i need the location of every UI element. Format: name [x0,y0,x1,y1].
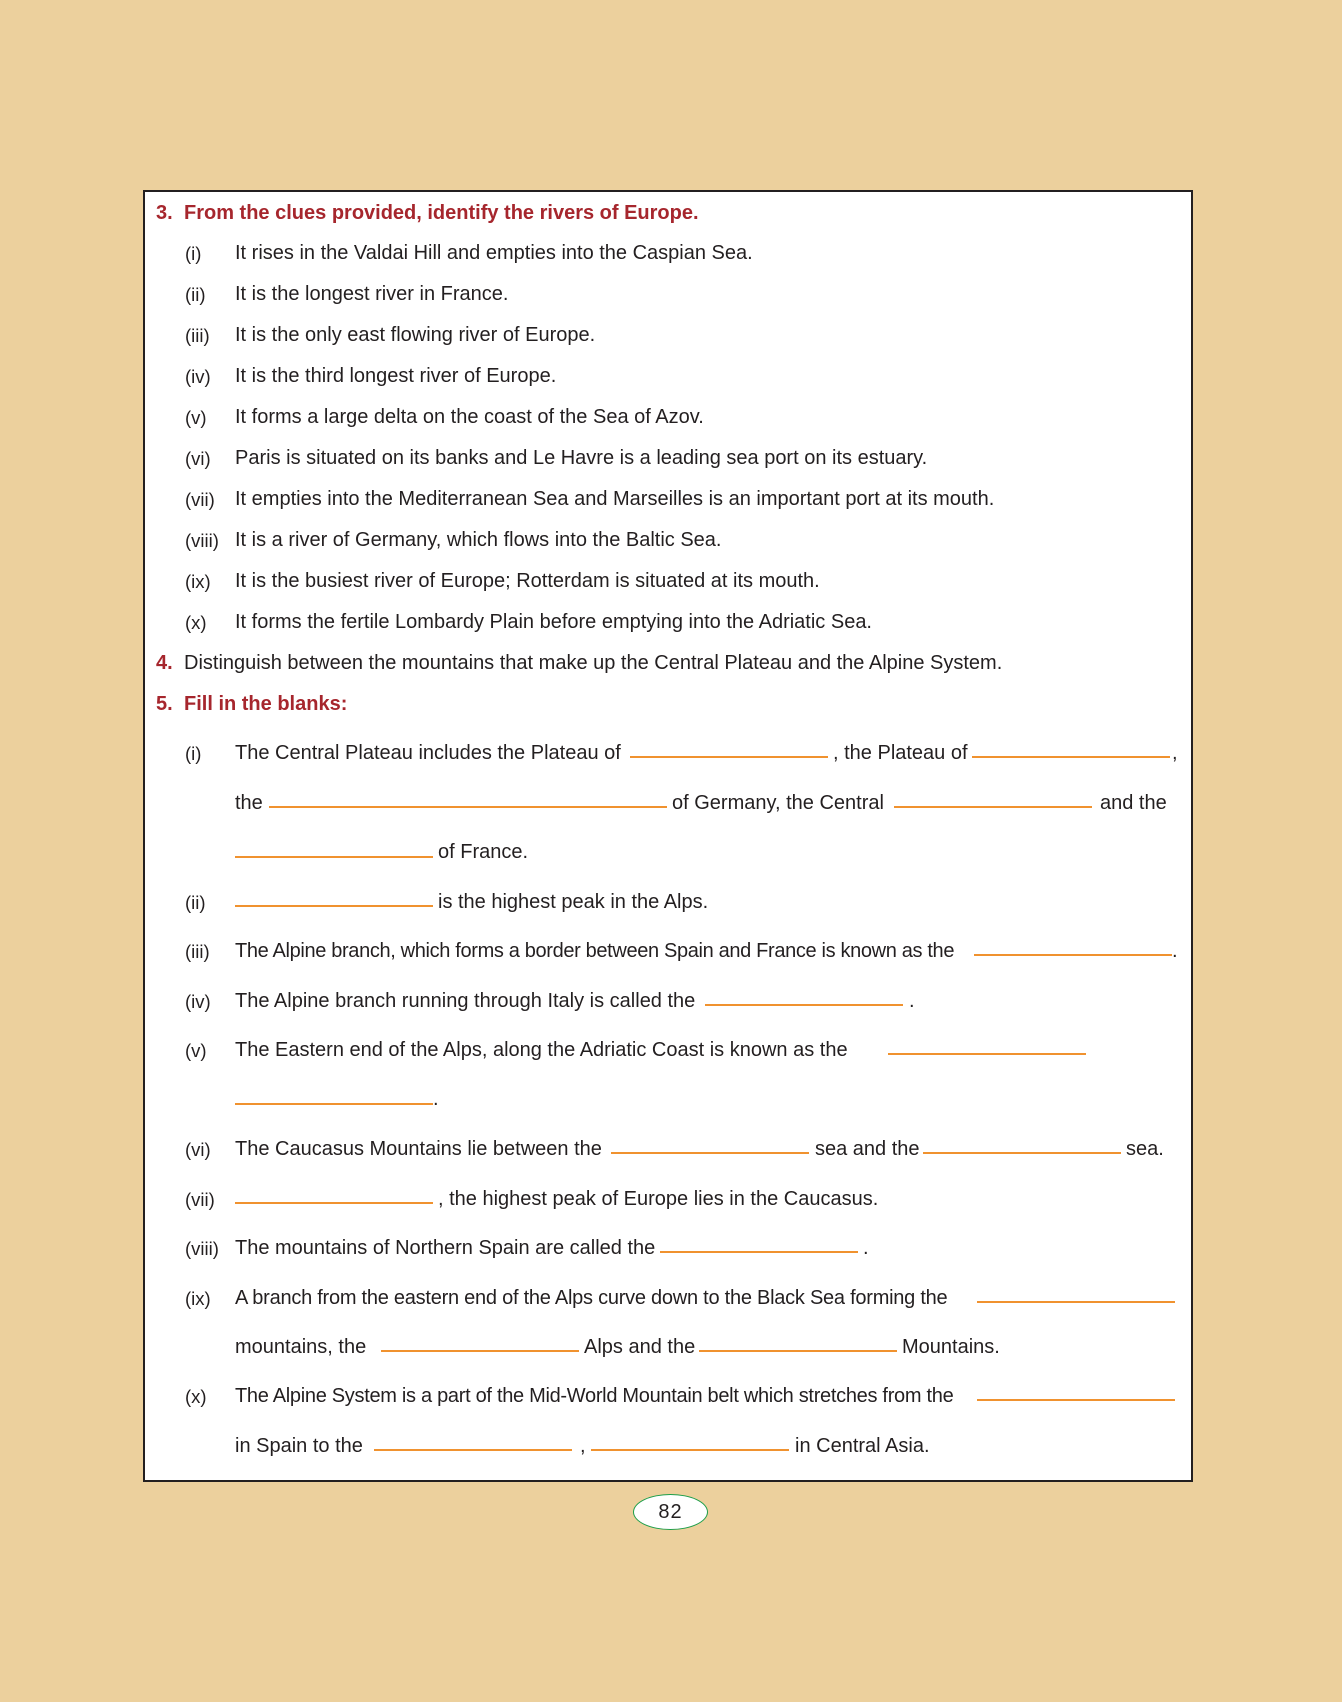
q5-number: 5. [156,693,173,715]
q3-item-text: It is the third longest river of Europe. [235,365,557,387]
fill-blank[interactable] [235,1202,433,1204]
fill-blank[interactable] [611,1152,809,1154]
q5-i-text-f: and the [1100,792,1167,814]
q5-vi-text-b: sea and the [815,1138,920,1160]
q3-item-text: It forms the fertile Lombardy Plain before emptying into the Adriatic Sea. [235,611,872,633]
q5-i-text-b: , the Plateau of [833,742,968,764]
q5-item-num: (ii) [185,892,206,913]
q5-ix-text-d: Mountains. [902,1336,1000,1358]
q3-heading: From the clues provided, identify the rivers of Europe. [184,202,699,224]
q3-number: 3. [156,202,173,224]
q5-item-num: (vii) [185,1189,215,1210]
q5-iv-text-a: The Alpine branch running through Italy is called the [235,990,696,1012]
fill-blank[interactable] [660,1251,858,1253]
q3-item-num: (vi) [185,448,211,469]
q3-item-num: (iv) [185,366,211,387]
q5-ix-text-a: A branch from the eastern end of the Alps curve down to the Black Sea forming the [235,1287,948,1309]
q5-ii-text-a: is the highest peak in the Alps. [438,891,709,913]
fill-blank[interactable] [974,954,1172,956]
q3-item-num: (ix) [185,571,211,592]
fill-blank[interactable] [235,1103,433,1105]
fill-blank[interactable] [894,806,1092,808]
fill-blank[interactable] [235,905,433,907]
q5-item-num: (vi) [185,1139,211,1160]
fill-blank[interactable] [381,1350,579,1352]
q5-iii-text-b: . [1172,940,1178,962]
q5-x-text-d: in Central Asia. [795,1435,930,1457]
q5-iv-text-b: . [909,990,915,1012]
q5-item-num: (iii) [185,941,210,962]
q5-v-text-a: The Eastern end of the Alps, along the Adriatic Coast is known as the [235,1039,848,1061]
q5-i-text-e: of Germany, the Central [672,792,884,814]
q4-text: Distinguish between the mountains that make up the Central Plateau and the Alpine System. [184,652,1003,674]
q3-item-num: (x) [185,612,207,633]
q5-v-text-b: . [433,1088,439,1110]
q3-item-num: (ii) [185,284,206,305]
fill-blank[interactable] [977,1399,1175,1401]
q5-viii-text-b: . [863,1237,869,1259]
q5-x-text-a: The Alpine System is a part of the Mid-World Mountain belt which stretches from the [235,1385,954,1407]
q3-item-text: It forms a large delta on the coast of the Sea of Azov. [235,406,704,428]
q3-item-text: It is the longest river in France. [235,283,509,305]
q5-x-text-b: in Spain to the [235,1435,363,1457]
q5-item-num: (v) [185,1040,207,1061]
fill-blank[interactable] [699,1350,897,1352]
q3-item-num: (i) [185,243,202,264]
q3-item-text: It is the only east flowing river of Europe. [235,324,596,346]
q5-i-text-d: the [235,792,263,814]
q5-ix-text-c: Alps and the [584,1336,696,1358]
q5-i-text-g: of France. [438,841,529,863]
q5-viii-text-a: The mountains of Northern Spain are called the [235,1237,656,1259]
q3-item-text: It rises in the Valdai Hill and empties into the Caspian Sea. [235,242,753,264]
page-number: 82 [633,1494,708,1530]
q3-item-num: (viii) [185,530,219,551]
q3-item-text: It is the busiest river of Europe; Rotterdam is situated at its mouth. [235,570,820,592]
q5-i-text-a: The Central Plateau includes the Plateau of [235,742,621,764]
q3-item-num: (v) [185,407,207,428]
q5-i-text-c: , [1172,742,1178,764]
fill-blank[interactable] [235,856,433,858]
q5-item-num: (iv) [185,991,211,1012]
exercise-box [143,190,1193,1482]
fill-blank[interactable] [630,756,828,758]
q5-vi-text-c: sea. [1126,1138,1164,1160]
q3-item-num: (vii) [185,489,215,510]
fill-blank[interactable] [888,1053,1086,1055]
q5-vii-text-a: , the highest peak of Europe lies in the Caucasus. [438,1188,879,1210]
q3-item-text: It is a river of Germany, which flows into the Baltic Sea. [235,529,722,551]
q5-item-num: (x) [185,1386,207,1407]
fill-blank[interactable] [972,756,1170,758]
fill-blank[interactable] [923,1152,1121,1154]
fill-blank[interactable] [269,806,667,808]
fill-blank[interactable] [374,1449,572,1451]
q5-item-num: (viii) [185,1238,219,1259]
fill-blank[interactable] [591,1449,789,1451]
q3-item-text: It empties into the Mediterranean Sea and Marseilles is an important port at its mouth. [235,488,995,510]
q4-number: 4. [156,652,173,674]
q5-item-num: (ix) [185,1288,211,1309]
q3-item-text: Paris is situated on its banks and Le Havre is a leading sea port on its estuary. [235,447,928,469]
q3-item-num: (iii) [185,325,210,346]
fill-blank[interactable] [705,1004,903,1006]
q5-ix-text-b: mountains, the [235,1336,367,1358]
q5-iii-text-a: The Alpine branch, which forms a border between Spain and France is known as the [235,940,955,962]
q5-heading: Fill in the blanks: [184,693,348,715]
q5-x-text-c: , [580,1435,586,1457]
q5-item-num: (i) [185,743,202,764]
fill-blank[interactable] [977,1301,1175,1303]
q5-vi-text-a: The Caucasus Mountains lie between the [235,1138,602,1160]
